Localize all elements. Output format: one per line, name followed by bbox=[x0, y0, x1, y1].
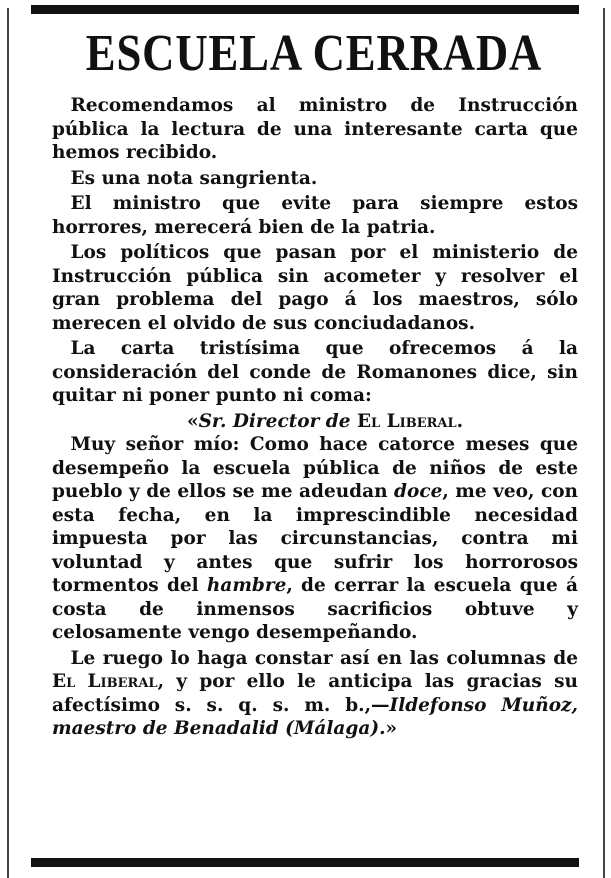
paragraph-4 bbox=[52, 241, 578, 335]
paragraph-5 bbox=[52, 337, 578, 408]
letter-2-signature: Ildefonso Muñoz, maestro de Benadalid (Málaga). bbox=[52, 694, 578, 739]
letter-1-part-a: Muy señor mío: Como hace catorce meses que desempeño la escuela pública de niños de este pueblo y de ellos se me adeudan bbox=[52, 434, 578, 502]
bottom-rule bbox=[31, 858, 579, 867]
letter-2-part-b: , y por ello le anticipa las gracias su afectísimo s. s. q. s. m. b.,— bbox=[52, 671, 578, 716]
paragraph-1-text: Recomendamos al ministro de Instrucción pública la lectura de una interesante carta que hemos recibido. bbox=[52, 95, 578, 163]
letter-2-close-quote: » bbox=[385, 718, 398, 739]
paragraph-4-text: Los políticos que pasan por el ministerio de Instrucción pública sin acometer y resolver el gran problema del pago á los maestros, sólo merecen el olvido de sus conciudadanos. bbox=[52, 242, 578, 334]
right-column-line bbox=[603, 8, 605, 878]
salutation-open-quote: « bbox=[187, 410, 199, 432]
paragraph-3-text: El ministro que evite para siempre estos horrores, merecerá bien de la patria. bbox=[52, 193, 578, 238]
left-column-line bbox=[7, 8, 9, 878]
salutation-sr-director: Sr. Director de bbox=[198, 410, 351, 432]
salutation-newspaper: El Liberal bbox=[356, 410, 457, 432]
paragraph-3 bbox=[52, 192, 578, 239]
letter-1-doce: doce bbox=[394, 481, 443, 502]
article bbox=[52, 24, 578, 741]
letter-1-part-c: , de cerrar la escuela que á costa de inmensos sacrificios obtuve y celosamente vengo desempeñando. bbox=[52, 575, 578, 643]
salutation-end: . bbox=[456, 410, 464, 432]
paragraph-2-text: Es una nota sangrienta. bbox=[70, 167, 318, 189]
letter-paragraph-2 bbox=[52, 647, 578, 741]
paragraph-5-text: La carta tristísima que ofrecemos á la consideración del conde de Romanones dice, sin quitar ni poner punto ni coma: bbox=[52, 338, 578, 406]
paragraph-2 bbox=[52, 167, 578, 191]
letter-1-hambre: hambre bbox=[206, 575, 287, 596]
letter-1-part-b: , me veo, con esta fecha, en la imprescindible necesidad impuesta por las circunstancias, contra mi voluntad y antes que sufrir los horrorosos tormentos del bbox=[52, 481, 578, 596]
letter-paragraph-1 bbox=[52, 433, 578, 645]
top-rule bbox=[31, 5, 579, 14]
paragraph-1 bbox=[52, 94, 578, 165]
article-title: ESCUELA CERRADA bbox=[85, 25, 543, 82]
letter-2-newspaper: El Liberal bbox=[52, 671, 158, 692]
letter-salutation bbox=[52, 410, 578, 434]
letter-2-part-a: Le ruego lo haga constar así en las columnas de bbox=[70, 647, 578, 669]
